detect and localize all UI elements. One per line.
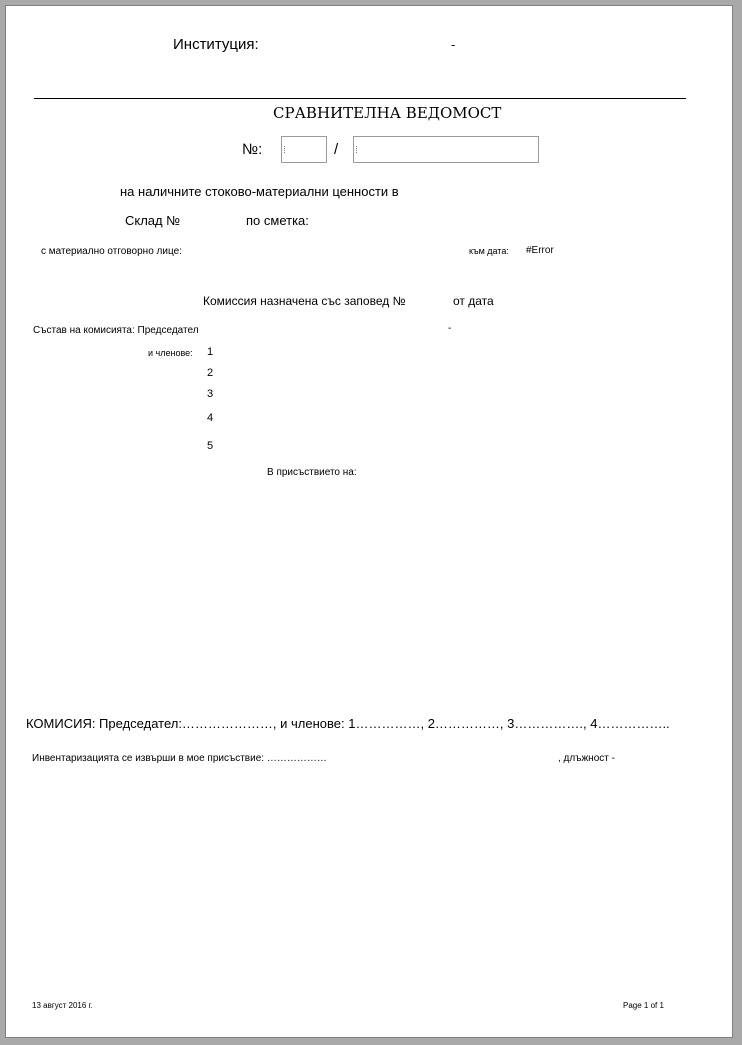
subtitle: на наличните стоково-материални ценности в xyxy=(120,184,399,199)
number-suffix-field[interactable] xyxy=(353,136,539,163)
institution-dash: - xyxy=(451,37,456,52)
members-label: и членове: xyxy=(148,348,193,358)
number-label: №: xyxy=(242,141,263,158)
report-page xyxy=(5,5,733,1038)
number-field[interactable] xyxy=(281,136,327,163)
footer-date: 13 август 2016 г. xyxy=(32,1001,93,1010)
institution-label: Институция: xyxy=(173,36,259,53)
commission-signature-line: КОМИСИЯ: Председател:…………………, и членове: 1……………, 2……………, 3……………., 4…………….. xyxy=(26,716,670,731)
commission-order-date-label: от дата xyxy=(453,294,494,308)
header-divider xyxy=(34,98,686,99)
member-number: 5 xyxy=(207,440,214,452)
member-number: 1 xyxy=(207,346,214,358)
as-of-date-value: #Error xyxy=(526,245,554,256)
commission-composition-label: Състав на комисията: Председател xyxy=(33,325,199,336)
as-of-date-label: към дата: xyxy=(469,246,509,256)
inventory-presence-line: Инвентаризацията се извърши в мое присъствие: ……………… xyxy=(32,753,327,764)
chair-dash: - xyxy=(448,323,452,334)
footer-page-number: Page 1 of 1 xyxy=(623,1001,664,1010)
member-number: 3 xyxy=(207,388,214,400)
report-title: СРАВНИТЕЛНА ВЕДОМОСТ xyxy=(273,104,502,122)
member-number: 4 xyxy=(207,412,214,424)
number-separator: / xyxy=(334,141,339,158)
account-label: по сметка: xyxy=(246,213,309,228)
presence-label: В присъствието на: xyxy=(267,467,357,478)
warehouse-label: Склад № xyxy=(125,213,181,228)
responsible-person-label: с материално отговорно лице: xyxy=(41,246,182,257)
position-label: , длъжност - xyxy=(558,753,615,764)
commission-order-label: Комиссия назначена със заповед № xyxy=(203,294,406,308)
member-number: 2 xyxy=(207,367,214,379)
